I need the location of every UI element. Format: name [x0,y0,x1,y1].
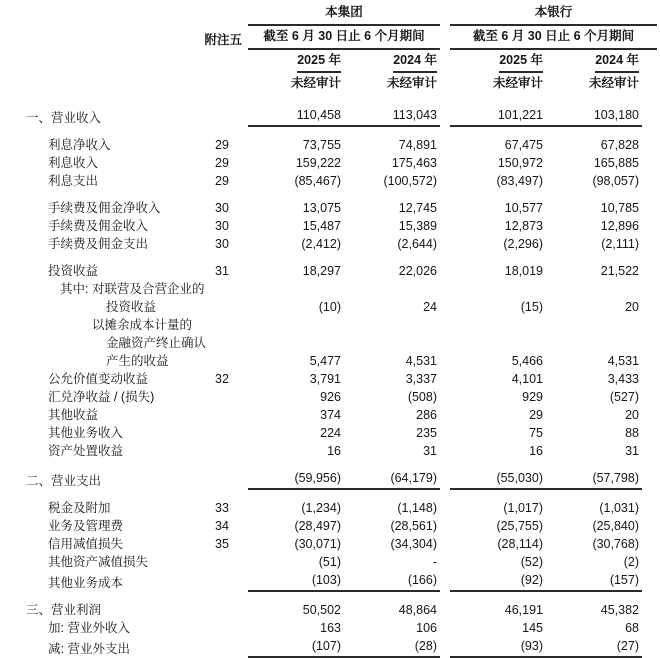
table-row [6,388,657,406]
amount-cell: 5,466 [511,354,543,368]
amount-cell: 13,075 [302,201,341,215]
table-row [6,571,657,592]
note-reference: 32 [215,372,229,386]
row-label: 信用减值损失 [48,537,124,551]
note-reference: 29 [215,138,229,152]
row-label: 其他业务成本 [48,576,124,590]
amount-cell: 286 [416,408,437,422]
amount-cell: 18,297 [302,264,341,278]
amount-cell: (1,234) [301,501,341,515]
row-label: 手续费及佣金收入 [48,219,149,233]
amount-cell: (25,840) [592,519,639,533]
amount-cell: 16 [529,444,543,458]
amount-cell: 5,477 [309,354,341,368]
group-period-label: 截至 6 月 30 日止 6 个月期间 [248,27,440,50]
amount-cell: (28) [344,637,440,658]
note-reference: 30 [215,201,229,215]
amount-cell: (15) [520,300,543,314]
note-reference: 31 [215,264,229,278]
table-row [6,517,657,535]
amount-cell: (64,179) [344,469,440,490]
amount-cell: 145 [522,621,543,635]
amount-cell: 18,019 [504,264,543,278]
amount-cell: 10,785 [600,201,639,215]
amount-cell: 929 [522,390,543,404]
amount-cell: 12,896 [600,219,639,233]
table-row [6,199,657,217]
amount-cell: (1,031) [599,501,639,515]
amount-cell: (28,114) [497,537,543,551]
amount-cell: (98,057) [592,174,639,188]
table-row [6,535,657,553]
amount-cell: (28,561) [390,519,437,533]
amount-cell: 374 [320,408,341,422]
unaudited-label: 未经审计 [386,76,437,90]
row-label: 汇兑净收益 / (损失) [48,390,155,404]
bank-year-2024: 2024 年 [546,51,642,73]
table-row [6,172,657,190]
amount-cell: 20 [625,300,639,314]
amount-cell: 48,864 [398,603,437,617]
table-row [6,262,657,280]
row-label: 产生的收益 [106,354,169,368]
amount-cell: 926 [320,390,341,404]
table-row [6,406,657,424]
amount-cell: (1,017) [503,501,543,515]
table-row [6,217,657,235]
amount-cell: 12,873 [504,219,543,233]
table-row [6,601,657,619]
amount-cell: 68 [625,621,639,635]
bank-column-title: 本银行 [450,3,657,26]
unaudited-label: 未经审计 [492,76,543,90]
amount-cell: (93) [450,637,546,658]
amount-cell: 4,531 [607,354,639,368]
row-label: 手续费及佣金净收入 [48,201,161,215]
row-label: 其中: 对联营及合营企业的 [60,282,205,296]
note-reference: 34 [215,519,229,533]
table-row [6,298,657,316]
amount-cell: 224 [320,426,341,440]
unaudited-label: 未经审计 [588,76,639,90]
table-row [6,424,657,442]
row-label: 利息净收入 [48,138,111,152]
amount-cell: (28,497) [294,519,341,533]
header-row-unaudited [6,74,657,93]
note-reference: 35 [215,537,229,551]
amount-cell: (100,572) [383,174,437,188]
amount-cell: 75 [529,426,543,440]
row-label: 一、营业收入 [26,111,102,125]
amount-cell: (51) [318,555,341,569]
row-label: 金融资产终止确认 [106,336,207,350]
row-label: 税金及附加 [48,501,111,515]
header-row-titles [6,3,657,26]
amount-cell: 110,458 [248,106,344,127]
amount-cell: 16 [327,444,341,458]
amount-cell: (103) [248,571,344,592]
table-row [6,154,657,172]
table-row [6,334,657,352]
amount-cell: 106 [416,621,437,635]
amount-cell: (2,111) [601,237,639,251]
amount-cell: 31 [625,444,639,458]
amount-cell: (34,304) [390,537,437,551]
note-reference: 29 [215,156,229,170]
amount-cell: (1,148) [397,501,437,515]
row-label: 业务及管理费 [48,519,124,533]
amount-cell: 15,487 [302,219,341,233]
amount-cell: (527) [609,390,639,404]
table-row [6,553,657,571]
amount-cell: (2,644) [397,237,437,251]
amount-cell: (57,798) [546,469,642,490]
table-row [6,136,657,154]
amount-cell: 3,337 [405,372,437,386]
amount-cell: 235 [416,426,437,440]
amount-cell: 20 [625,408,639,422]
amount-cell: (2,296) [503,237,543,251]
row-label: 投资收益 [48,264,99,278]
amount-cell: 15,389 [398,219,437,233]
row-label: 二、营业支出 [26,474,102,488]
row-label: 其他收益 [48,408,99,422]
row-label: 三、营业利润 [26,603,102,617]
amount-cell: 163 [320,621,341,635]
amount-cell: 10,577 [504,201,543,215]
table-body [6,106,657,658]
row-label: 加: 营业外收入 [48,621,130,635]
amount-cell: (27) [546,637,642,658]
amount-cell: (83,497) [496,174,543,188]
amount-cell: 175,463 [391,156,437,170]
amount-cell: 4,531 [405,354,437,368]
note-reference: 29 [215,174,229,188]
group-year-2024: 2024 年 [344,51,440,73]
table-row [6,235,657,253]
amount-cell: 45,382 [600,603,639,617]
amount-cell: (55,030) [450,469,546,490]
amount-cell: (30,071) [294,537,341,551]
amount-cell: (157) [546,571,642,592]
table-row [6,619,657,637]
row-label: 其他资产减值损失 [48,555,149,569]
amount-cell: (10) [318,300,341,314]
amount-cell: 159,222 [295,156,341,170]
amount-cell: 73,755 [302,138,341,152]
row-label: 手续费及佣金支出 [48,237,149,251]
amount-cell: (92) [450,571,546,592]
unaudited-label: 未经审计 [290,76,341,90]
note-column-label: 附注五 [204,33,242,47]
table-row [6,469,657,490]
header-row-years [6,51,657,73]
table-row [6,499,657,517]
amount-cell: 4,101 [511,372,543,386]
amount-cell: 101,221 [450,106,546,127]
amount-cell: (85,467) [294,174,341,188]
amount-cell: (59,956) [248,469,344,490]
table-row [6,106,657,127]
row-label: 以摊余成本计量的 [92,318,193,332]
table-row [6,280,657,298]
amount-cell: 103,180 [546,106,642,127]
amount-cell: 12,745 [398,201,437,215]
amount-cell: (107) [248,637,344,658]
amount-cell: 3,791 [309,372,341,386]
table-header [6,3,657,93]
amount-cell: (30,768) [592,537,639,551]
table-row [6,637,657,658]
amount-cell: 67,475 [504,138,543,152]
amount-cell: (508) [407,390,437,404]
amount-cell: 50,502 [302,603,341,617]
row-label: 资产处置收益 [48,444,124,458]
amount-cell: 165,885 [593,156,639,170]
row-label: 利息支出 [48,174,99,188]
amount-cell: 29 [529,408,543,422]
amount-cell: (2) [623,555,639,569]
amount-cell: (25,755) [496,519,543,533]
amount-cell: (2,412) [301,237,341,251]
row-label: 减: 营业外支出 [48,642,130,656]
table-row [6,352,657,370]
bank-year-2025: 2025 年 [450,51,546,73]
amount-cell: 21,522 [600,264,639,278]
note-reference: 30 [215,219,229,233]
amount-cell: 67,828 [600,138,639,152]
bank-period-label: 截至 6 月 30 日止 6 个月期间 [450,27,657,50]
row-label: 其他业务收入 [48,426,124,440]
amount-cell: (52) [520,555,543,569]
amount-cell: 113,043 [344,106,440,127]
note-reference: 30 [215,237,229,251]
amount-cell: (166) [344,571,440,592]
amount-cell: 31 [423,444,437,458]
header-row-periods [6,27,657,50]
table-row [6,442,657,460]
row-label: 公允价值变动收益 [48,372,149,386]
amount-cell: - [432,555,437,569]
note-reference: 33 [215,501,229,515]
table-row [6,370,657,388]
row-label: 利息收入 [48,156,99,170]
amount-cell: 74,891 [398,138,437,152]
amount-cell: 88 [625,426,639,440]
amount-cell: 24 [423,300,437,314]
amount-cell: 46,191 [504,603,543,617]
amount-cell: 150,972 [497,156,543,170]
amount-cell: 3,433 [607,372,639,386]
group-column-title: 本集团 [248,3,440,26]
amount-cell: 22,026 [398,264,437,278]
table-row [6,316,657,334]
row-label: 投资收益 [106,300,157,314]
group-year-2025: 2025 年 [248,51,344,73]
